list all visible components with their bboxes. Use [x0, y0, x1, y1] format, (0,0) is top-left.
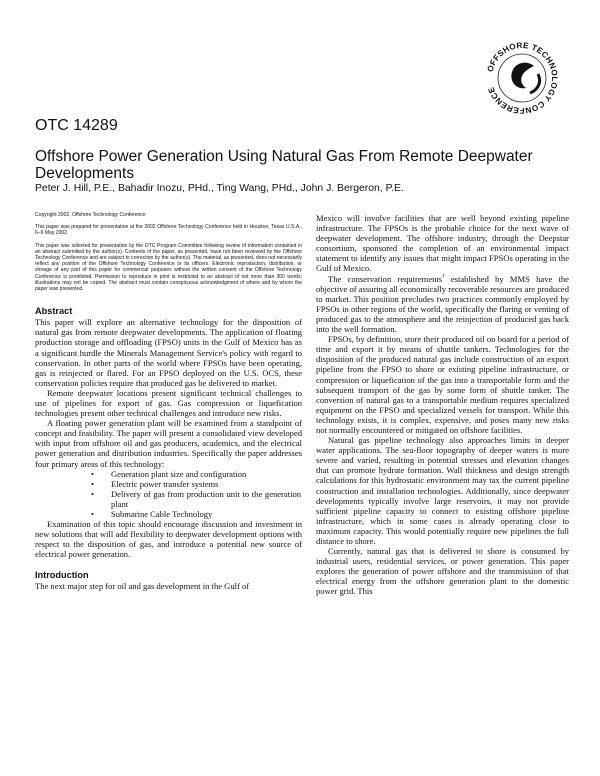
selection-notice: This paper was selected for presentation by the OTC Program Committee following review of information contained in an abstract submitted by the author(s). Contents of the paper, as presented, have not been reviewed by the Offshore Technology Conference and are subject to correction by the author(s). The material, as presented, does not necessarily reflect any position of the Offshore Technology Conference or its officers. Electronic reproduction, distribution, or storage of any part of this paper for commercial purposes without the written consent of the Offshore Technology Conference is prohibited. Permission to reproduce in print is restricted to an abstract of not more than 300 words; illustrations may not be copied. The abstract must contain conspicuous acknowledgment of where and by whom the paper was presented.	[35, 242, 302, 293]
bullet-icon: •	[91, 468, 94, 479]
list-item: • Delivery of gas from production unit to the generation plant	[91, 488, 301, 509]
body-paragraph: Mexico will involve facilities that are well beyond existing pipeline infrastructure. The FPSOs is the probable choice for the next wave of deepwater development. The offshore industry, through the Deepstar consortium, sponsored the completion of an environmental impact statement to identify any issues that might impact FPSOs operating in the Gulf of Mexico.	[316, 213, 569, 274]
introduction-paragraph: The next major step for oil and gas development in the Gulf of	[35, 581, 250, 592]
body-paragraph: Natural gas pipeline technology also approaches limits in deeper water applications. The sea-floor topography of deeper waters is more severe and varied, resulting in potential stresses and elevation changes that can promote hydrate formation. Wall thickness and design strength calculations for this hydrostatic environment may tax the current pipeline construction and installation technologies. Additionally, since deepwater developments typically involve large reservoirs, it may not provide sufficient pipeline capacity to connect to existing offshore pipeline infrastructure, which in some cases is already operating close to maximum capacity. This would potentially require new pipelines the full distance to shore.	[316, 435, 569, 546]
paper-title: Offshore Power Generation Using Natural Gas From Remote Deepwater Developments	[35, 148, 533, 182]
footnote-marker: 1	[442, 273, 445, 279]
prepared-notice: This paper was prepared for presentation at the 2002 Offshore Technology Conference held in Houston, Texas U.S.A., 6–9 May 2002.	[35, 224, 302, 237]
svg-text:OFFSHORE TECHNOLOGY CONFERENCE	[486, 41, 559, 115]
body-paragraph: Currently, natural gas that is delivered to shore is consumed by industrial users, residential services, or power generation. This paper explores the generation of power offshore and the transmission of that electrical energy from the offshore generation plant to the domestic power grid. This	[316, 546, 569, 597]
list-item: • Generation plant size and configuration	[91, 468, 247, 479]
list-item: • Electric power transfer systems	[91, 478, 219, 489]
bullet-icon: •	[91, 488, 94, 499]
paper-number: OTC 14289	[35, 117, 118, 134]
copyright-notice: Copyright 2002, Offshore Technology Conference	[35, 212, 146, 218]
abstract-paragraph: A floating power generation plant will be examined from a standpoint of concept and feasibility. The paper will present a consolidated view developed with input from offshore oil and gas producers, academics, and the electrical power generation and distribution industries. Specifically the paper addresses four primary areas of this technology:	[35, 418, 302, 469]
right-column	[316, 213, 569, 597]
body-paragraph: The conservation requirements$^1$ established by MMS have the objective of assuring all economically recoverable resources are produced to market. This position precludes two practices commonly employed by FPSOs in other regions of the world, specifically the flaring or venting of produced gas to the atmosphere and the reinjection of produced gas back into the well formation.	[316, 273, 569, 335]
abstract-paragraph: This paper will explore an alternative technology for the disposition of natural gas from remote deepwater developments. The application of floating production storage and offloading (FPSO) units in the Gulf of Mexico has as a significant hurdle the Minerals Management Service's policy with regard to conservation. In other parts of the world where FPSOs have been operating, gas is reinjected or flared. For an FPSO deployed on the U.S. OCS, these conservation policies require that produced gas be delivered to market.	[35, 317, 302, 388]
abstract-paragraph: Remote deepwater locations present significant technical challenges to use of pipelines for export of gas. Gas compression or liquefication technologies present other technical challenges and introduce new risks.	[35, 387, 302, 419]
body-paragraph: FPSOs, by definition, store their produced oil on board for a period of time and export it by means of shuttle tankers. Technologies for the disposition of the produced natural gas include construction of an export pipeline from the FPSO to shore or existing pipeline infrastructure, or compression or liquefication of the gas into a transportable form and the subsequent transport of the gas by some form of shuttle tanker. The conversion of natural gas to a transportable medium requires specialized equipment on the FPSO and specialized vessels for transport. While this technology exists, it is complex, expensive, and poses many new risks not normally encountered or mitigated on offshore facilities.	[316, 334, 569, 435]
abstract-paragraph: Examination of this topic should encourage discussion and investment in new solutions that will add flexibility to deepwater development options with respect to the disposition of gas, and introduce a potential new source of electrical power generation.	[35, 519, 302, 560]
otc-logo-icon	[482, 38, 562, 118]
list-item: • Submarine Cable Technology	[91, 509, 213, 520]
left-column	[35, 212, 302, 592]
authors: Peter J. Hill, P.E., Bahadir Inozu, PHd., Ting Wang, PHd., John J. Bergeron, P.E.	[35, 183, 404, 194]
otc-logo-text: OFFSHORE TECHNOLOGY CONFERENCE	[485, 40, 560, 116]
abstract-heading: Abstract	[35, 306, 73, 317]
bullet-icon: •	[91, 509, 94, 520]
introduction-heading: Introduction	[35, 570, 89, 581]
bullet-icon: •	[91, 478, 94, 489]
topic-list	[35, 469, 302, 519]
